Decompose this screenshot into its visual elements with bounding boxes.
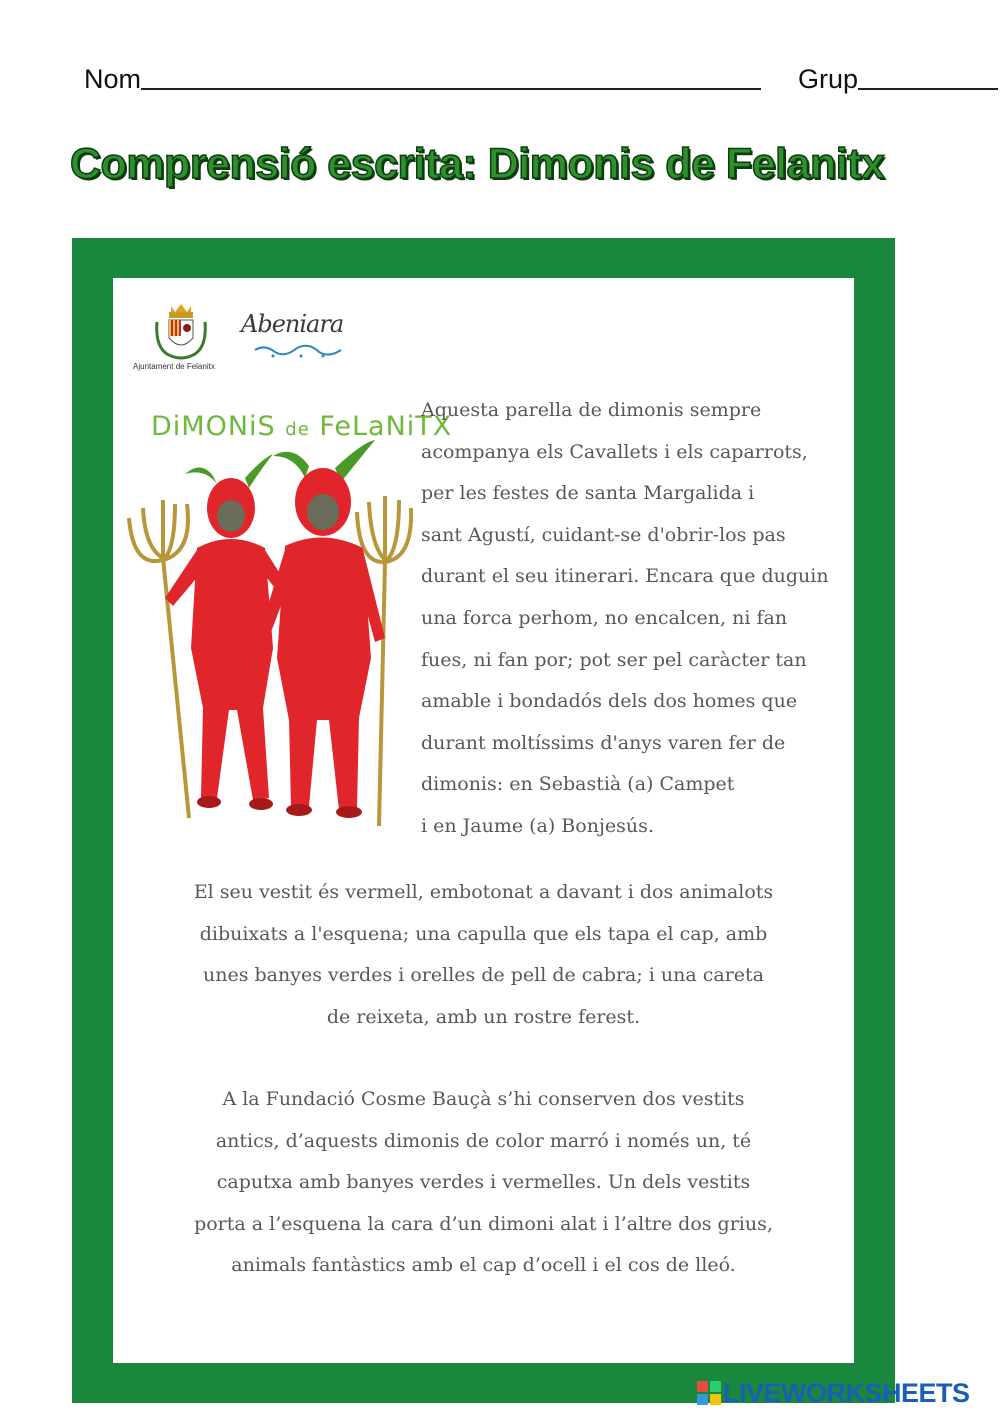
intro-line: una forca perhom, no encalcen, ni fan — [421, 606, 788, 629]
foundation-line: caputxa amb banyes verdes i vermelles. Un dels vestits — [216, 1171, 751, 1193]
right-devil-figure — [261, 440, 385, 818]
name-field[interactable] — [141, 64, 761, 90]
foundation-line: animals fantàstics amb el cap d’ocell i el cos de lleó. — [231, 1254, 736, 1276]
devils-illustration — [113, 438, 413, 830]
page-title: Comprensió escrita: Dimonis de Felanitx — [70, 140, 885, 188]
intro-line: amable i bondadós dels dos homes que — [421, 690, 798, 713]
abeniara-logo: Abeniara — [241, 310, 344, 338]
intro-line: Aquesta parella de dimonis sempre — [421, 399, 762, 421]
watermark-text: LIVEWORKSHEETS — [723, 1378, 970, 1408]
costume-line: unes banyes verdes i orelles de pell de cabra; i una careta — [202, 964, 765, 986]
intro-line: durant moltíssims d'anys varen fer de — [421, 731, 786, 754]
intro-line: i en Jaume (a) Bonjesús. — [421, 814, 654, 837]
foundation-paragraph — [113, 1079, 854, 1287]
illustration-title-part-c: FeLaNiTX — [309, 411, 453, 442]
intro-line: fues, ni fan por; pot ser pel caràcter tan — [421, 648, 807, 671]
name-label: Nom — [84, 64, 142, 94]
intro-line: dimonis: en Sebastià (a) Campet — [421, 773, 735, 796]
foundation-line: A la Fundació Cosme Bauçà s’hi conserven dos vestits — [222, 1088, 745, 1110]
intro-paragraph — [421, 390, 853, 848]
group-label: Grup — [798, 64, 859, 94]
costume-line: dibuixats a l'esquena; una capulla que els tapa el cap, amb — [199, 922, 768, 945]
group-field[interactable] — [858, 64, 998, 90]
costume-line: de reixeta, amb un rostre ferest. — [326, 1005, 641, 1028]
foundation-line: porta a l’esquena la cara d’un dimoni alat i l’altre dos grius, — [194, 1212, 773, 1235]
costume-line: El seu vestit és vermell, embotonat a davant i dos animalots — [193, 881, 774, 903]
council-caption: Ajuntament de Felanitx — [133, 362, 215, 371]
costume-paragraph — [113, 872, 854, 1038]
illustration-title-part-b: de — [285, 419, 310, 440]
intro-line: acompanya els Cavallets i els caparrots, — [421, 440, 808, 463]
intro-line: durant el seu itinerari. Encara que duguin — [421, 565, 829, 588]
abeniara-ornament-icon — [253, 342, 343, 358]
header-name-group-line — [84, 64, 1000, 95]
intro-line: per les festes de santa Margalida i — [421, 482, 755, 505]
reading-card — [113, 278, 854, 1363]
foundation-line: antics, d’aquests dimonis de color marró i només un, té — [215, 1129, 752, 1152]
left-pitchfork-icon — [129, 500, 189, 818]
liveworksheets-watermark — [697, 1378, 997, 1408]
intro-line: sant Agustí, cuidant-se d'obrir-los pas — [421, 523, 786, 546]
liveworksheets-logo-icon — [697, 1381, 721, 1405]
illustration-title-part-a: DiMONiS — [151, 411, 286, 442]
felanitx-crest-icon — [153, 300, 209, 362]
